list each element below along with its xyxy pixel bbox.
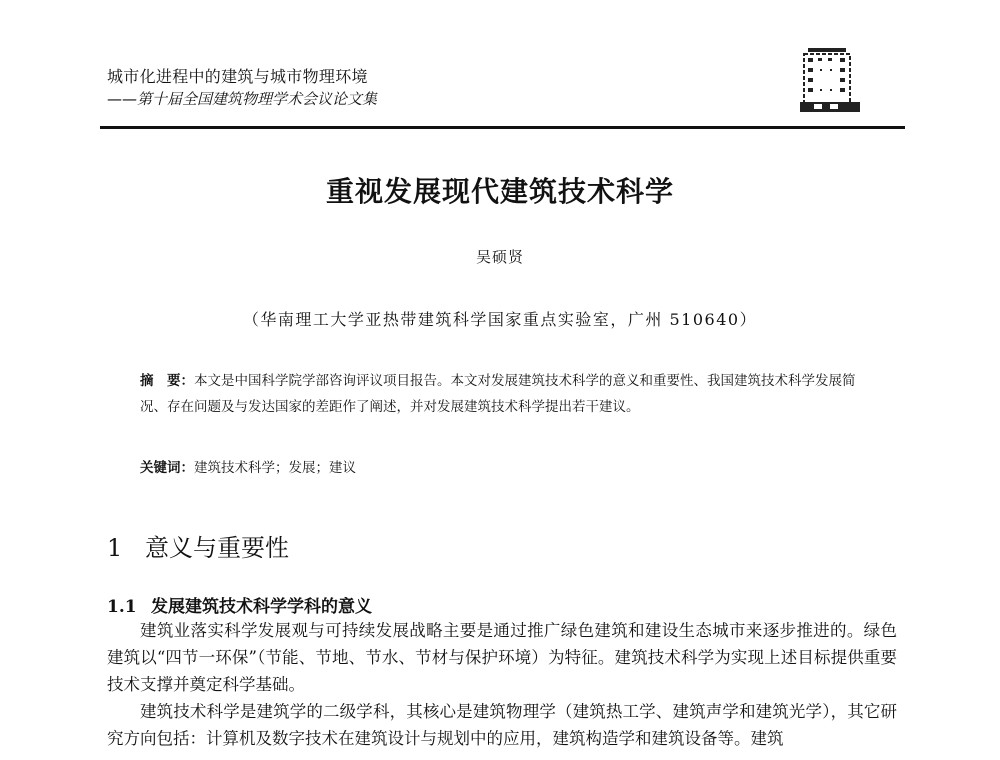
- building-photo-icon: [790, 42, 870, 122]
- section-title: 意义与重要性: [145, 534, 289, 562]
- running-head-subtitle: ——第十届全国建筑物理学术会议论文集: [107, 90, 378, 108]
- keywords-label: 关键词：: [140, 460, 194, 476]
- subsection-heading: [107, 592, 372, 617]
- header-divider: [100, 126, 905, 129]
- paper-author: 吴硕贤: [475, 248, 524, 266]
- running-head-title: 城市化进程中的建筑与城市物理环境: [107, 67, 368, 86]
- section-heading: [107, 528, 289, 563]
- abstract: [140, 368, 880, 420]
- running-head: [107, 66, 377, 109]
- paper-title: 重视发展现代建筑技术科学: [325, 175, 674, 208]
- subsection-title: 发展建筑技术科学学科的意义: [151, 597, 372, 617]
- paper-affiliation: （华南理工大学亚热带建筑科学国家重点实验室，广州 510640）: [242, 310, 758, 329]
- paragraph: 建筑技术科学是建筑学的二级学科，其核心是建筑物理学（建筑热工学、建筑声学和建筑光学），其它研究方向包括：计算机及数字技术在建筑设计与规划中的应用，建筑构造学和建筑设备等。建筑: [107, 702, 897, 748]
- subsection-number: 1.1: [107, 597, 137, 617]
- paragraph: 建筑业落实科学发展观与可持续发展战略主要是通过推广绿色建筑和建设生态城市来逐步推进的。绿色建筑以“四节一环保”（节能、节地、节水、节材与保护环境）为特征。建筑技术科学为实现上述目标提供重要技术支撑并奠定科学基础。: [107, 621, 897, 694]
- keywords-text: 建筑技术科学；发展；建议: [194, 460, 356, 476]
- body-text: [107, 617, 897, 752]
- section-number: 1: [107, 534, 123, 562]
- abstract-text: 本文是中国科学院学部咨询评议项目报告。本文对发展建筑技术科学的意义和重要性、我国建筑技术科学发展简况、存在问题及与发达国家的差距作了阐述，并对发展建筑技术科学提出若干建议。: [140, 373, 856, 415]
- keywords: [140, 456, 356, 476]
- abstract-label: 摘 要：: [140, 373, 194, 389]
